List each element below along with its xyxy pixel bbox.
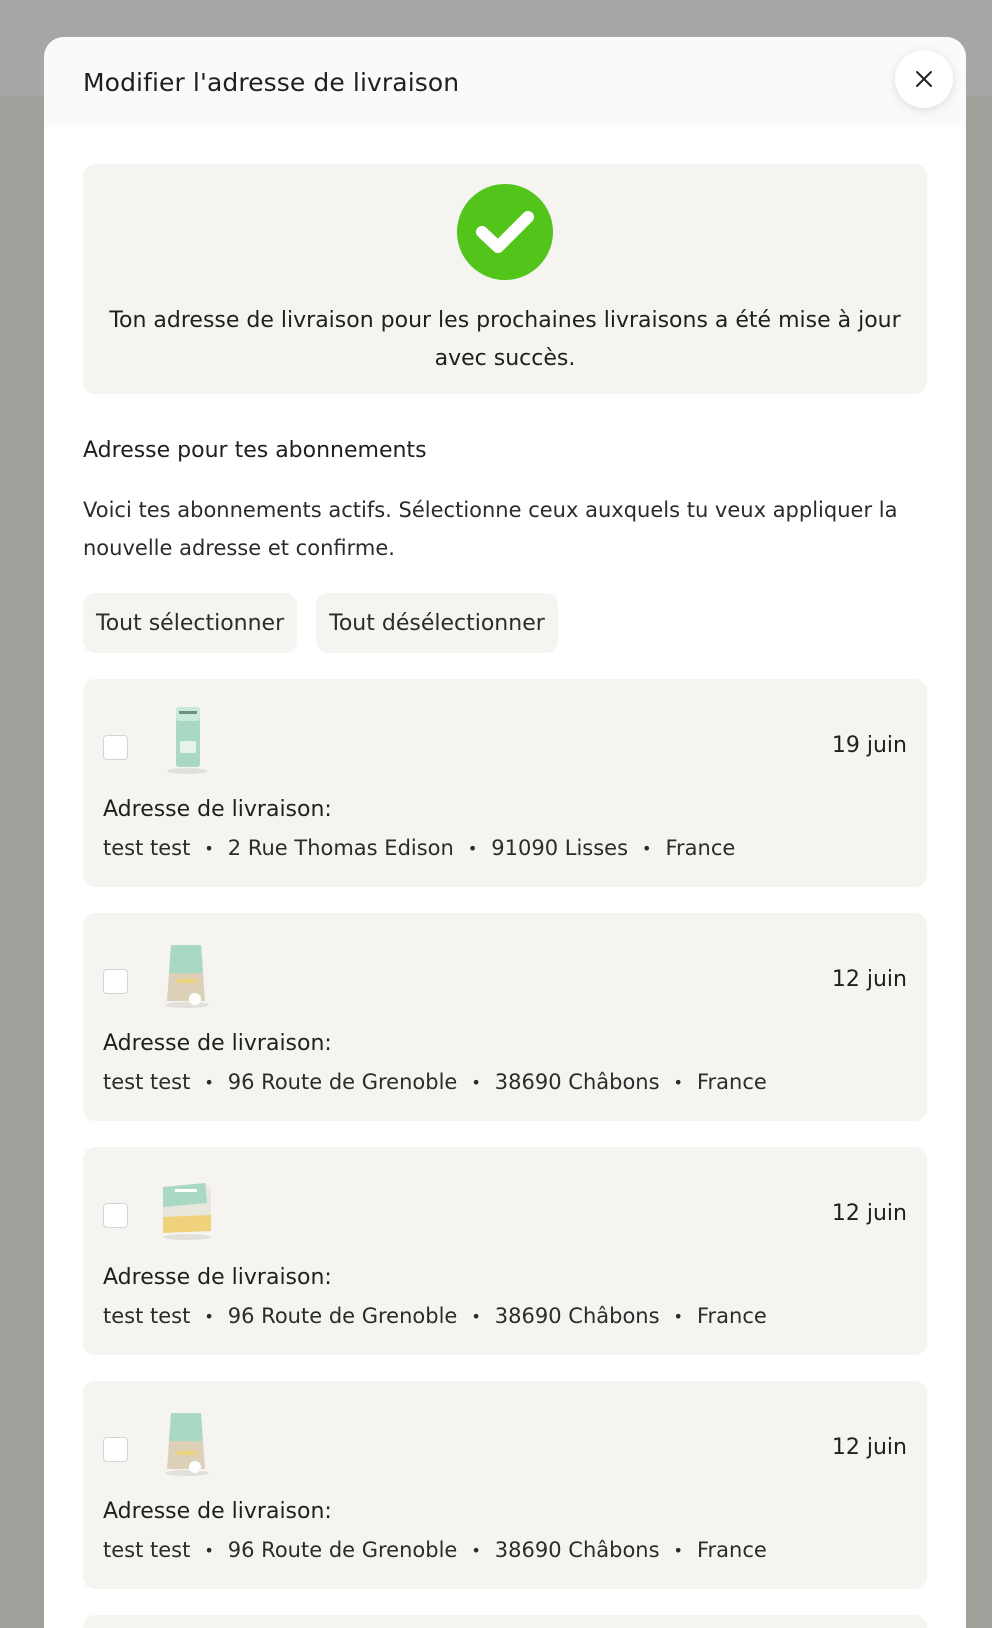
separator-dot: • (467, 838, 478, 858)
separator-dot: • (204, 1072, 214, 1092)
address-city: 91090 Lisses (491, 836, 629, 860)
subscription-checkbox[interactable] (103, 1203, 128, 1228)
section-title: Adresse pour tes abonnements (83, 438, 427, 463)
section-description: Voici tes abonnements actifs. Sélectionne ceux auxquels tu veux appliquer la nouvelle adresse et confirme. (83, 498, 898, 560)
address-street: 2 Rue Thomas Edison (227, 836, 454, 860)
address-city: 38690 Châbons (494, 1070, 660, 1094)
address-country: France (696, 1538, 767, 1562)
address-name: test test (103, 1070, 191, 1094)
separator-dot: • (642, 838, 652, 858)
separator-dot: • (673, 1306, 683, 1326)
check-circle-icon (457, 184, 553, 280)
subscription-card[interactable] (83, 1147, 927, 1355)
separator-dot: • (204, 1306, 214, 1326)
bag-product-image (147, 931, 227, 1011)
subscription-checkbox[interactable] (103, 1437, 128, 1462)
selection-actions (83, 593, 927, 653)
modal-title: Modifier l'adresse de livraison (83, 67, 460, 97)
select-all-button[interactable]: Tout sélectionner (83, 593, 297, 653)
address-label: Adresse de livraison: (103, 1265, 332, 1290)
bag-product-image (147, 1399, 227, 1479)
delivery-date: 12 juin (831, 1201, 907, 1226)
subscription-card[interactable] (83, 679, 927, 887)
address-name: test test (103, 1538, 191, 1562)
deselect-all-button[interactable]: Tout désélectionner (316, 593, 558, 653)
separator-dot: • (204, 1540, 214, 1560)
modal-body (44, 127, 966, 1628)
address-country: France (696, 1304, 767, 1328)
delivery-date: 12 juin (831, 967, 907, 992)
address-name: test test (103, 1304, 191, 1328)
separator-dot: • (471, 1540, 481, 1560)
address-street: 96 Route de Grenoble (227, 1538, 458, 1562)
subscription-checkbox[interactable] (103, 969, 128, 994)
delivery-date: 19 juin (831, 733, 907, 758)
address-line (103, 1304, 767, 1328)
separator-dot: • (673, 1540, 683, 1560)
address-label: Adresse de livraison: (103, 797, 332, 822)
box-product-image (147, 1165, 227, 1245)
subscription-checkbox[interactable] (103, 735, 128, 760)
address-city: 38690 Châbons (494, 1538, 660, 1562)
success-message: Ton adresse de livraison pour les prochaines livraisons a été mise à jour avec succès. (109, 308, 901, 371)
address-name: test test (103, 836, 191, 860)
separator-dot: • (204, 838, 214, 858)
address-label: Adresse de livraison: (103, 1499, 332, 1524)
subscription-list (83, 679, 927, 1628)
subscription-card[interactable] (83, 913, 927, 1121)
pouch-product-image (147, 697, 227, 777)
separator-dot: • (673, 1072, 683, 1092)
close-button[interactable] (895, 50, 953, 108)
address-street: 96 Route de Grenoble (227, 1304, 458, 1328)
subscription-card-partial (83, 1615, 927, 1628)
close-icon (915, 70, 933, 88)
address-label: Adresse de livraison: (103, 1031, 332, 1056)
address-city: 38690 Châbons (494, 1304, 660, 1328)
address-country: France (696, 1070, 767, 1094)
edit-address-modal (44, 37, 966, 1628)
address-line (103, 836, 735, 860)
delivery-date: 12 juin (831, 1435, 907, 1460)
success-banner (83, 164, 927, 394)
address-line (103, 1070, 767, 1094)
address-street: 96 Route de Grenoble (227, 1070, 458, 1094)
subscription-card[interactable] (83, 1381, 927, 1589)
separator-dot: • (471, 1072, 481, 1092)
separator-dot: • (471, 1306, 481, 1326)
address-country: France (665, 836, 736, 860)
modal-header (44, 37, 966, 127)
address-line (103, 1538, 767, 1562)
